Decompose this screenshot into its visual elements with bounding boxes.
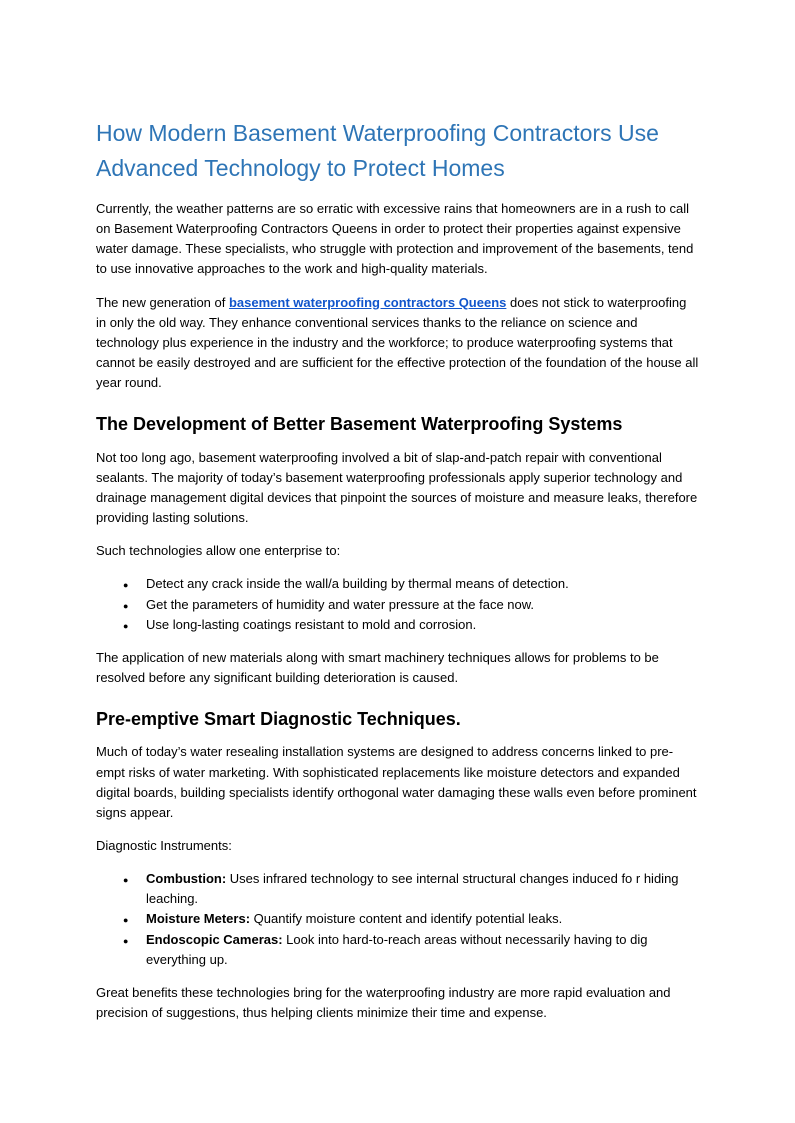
- list-item-text: Get the parameters of humidity and water pressure at the face now.: [146, 596, 535, 612]
- list-item: [96, 615, 699, 635]
- list-item-text: Use long-lasting coatings resistant to mold and corrosion.: [146, 616, 477, 632]
- list-item-label: Moisture Meters:: [146, 911, 251, 927]
- list-item: [96, 930, 699, 970]
- list-item-label: Combustion:: [146, 871, 227, 887]
- section1-paragraph-2: Such technologies allow one enterprise to:: [96, 543, 341, 559]
- list-item-text: Uses infrared technology to see internal structural changes induced fo r hiding leaching.: [146, 871, 679, 907]
- technologies-bullet-list: [96, 574, 699, 634]
- section1-paragraph-1: Not too long ago, basement waterproofing involved a bit of slap-and-patch repair with conventional sealants. The majority of today’s basement waterproofing professionals apply superior technology and drainage management digital devices that pinpoint the sources of moisture and measure leaks, therefore providing lasting solutions.: [96, 449, 698, 526]
- list-item-text: Quantify moisture content and identify potential leaks.: [250, 911, 563, 927]
- section1-paragraph-3: The application of new materials along with smart machinery techniques allows for problems to be resolved before any significant building deterioration is caused.: [96, 649, 659, 685]
- list-item-text: Look into hard-to-reach areas without necessarily having to dig everything up.: [146, 931, 648, 967]
- intro-2-text-before-link: The new generation of: [96, 294, 229, 310]
- section2-paragraph-3: Great benefits these technologies bring for the waterproofing industry are more rapid evaluation and precision of suggestions, thus helping clients minimize their time and expense.: [96, 984, 671, 1020]
- diagnostic-instruments-bullet-list: [96, 869, 699, 970]
- paragraph-intro-2: [96, 293, 699, 394]
- document-title: How Modern Basement Waterproofing Contractors Use Advanced Technology to Protect Homes: [96, 120, 659, 181]
- section2-paragraph-2: Diagnostic Instruments:: [96, 838, 232, 854]
- section-heading-development: The Development of Better Basement Waterproofing Systems: [96, 414, 623, 435]
- list-item-text: Detect any crack inside the wall/a building by thermal means of detection.: [146, 576, 569, 592]
- basement-waterproofing-contractors-link[interactable]: basement waterproofing contractors Queens: [228, 294, 507, 310]
- section-heading-diagnostic: Pre-emptive Smart Diagnostic Techniques.: [96, 709, 461, 730]
- list-item: [96, 595, 699, 615]
- section2-paragraph-1: Much of today’s water resealing installation systems are designed to address concerns linked to pre-empt risks of water marketing. With sophisticated replacements like moisture detectors and expanded digital boards, building specialists identify orthogonal water damaging these walls even before prominent signs appear.: [96, 744, 697, 820]
- intro-2-text-after-link: does not stick to waterproofing in only the old way. They enhance conventional services thanks to the reliance on science and technology plus experience in the industry and the workforce; to produce waterproofing systems that cannot be easily destroyed and are sufficient for the effective protection of the foundation of the house all year round.: [96, 294, 699, 391]
- paragraph-intro-1: Currently, the weather patterns are so erratic with excessive rains that homeowners are in a rush to call on Basement Waterproofing Contractors Queens in order to protect their properties against expensive water damage. These specialists, who struggle with protection and improvement of the basements, tend to use innovative approaches to the work and high-quality materials.: [96, 201, 694, 277]
- list-item: [96, 869, 699, 909]
- list-item-label: Endoscopic Cameras:: [146, 931, 283, 947]
- list-item: [96, 574, 699, 594]
- list-item: [96, 909, 699, 929]
